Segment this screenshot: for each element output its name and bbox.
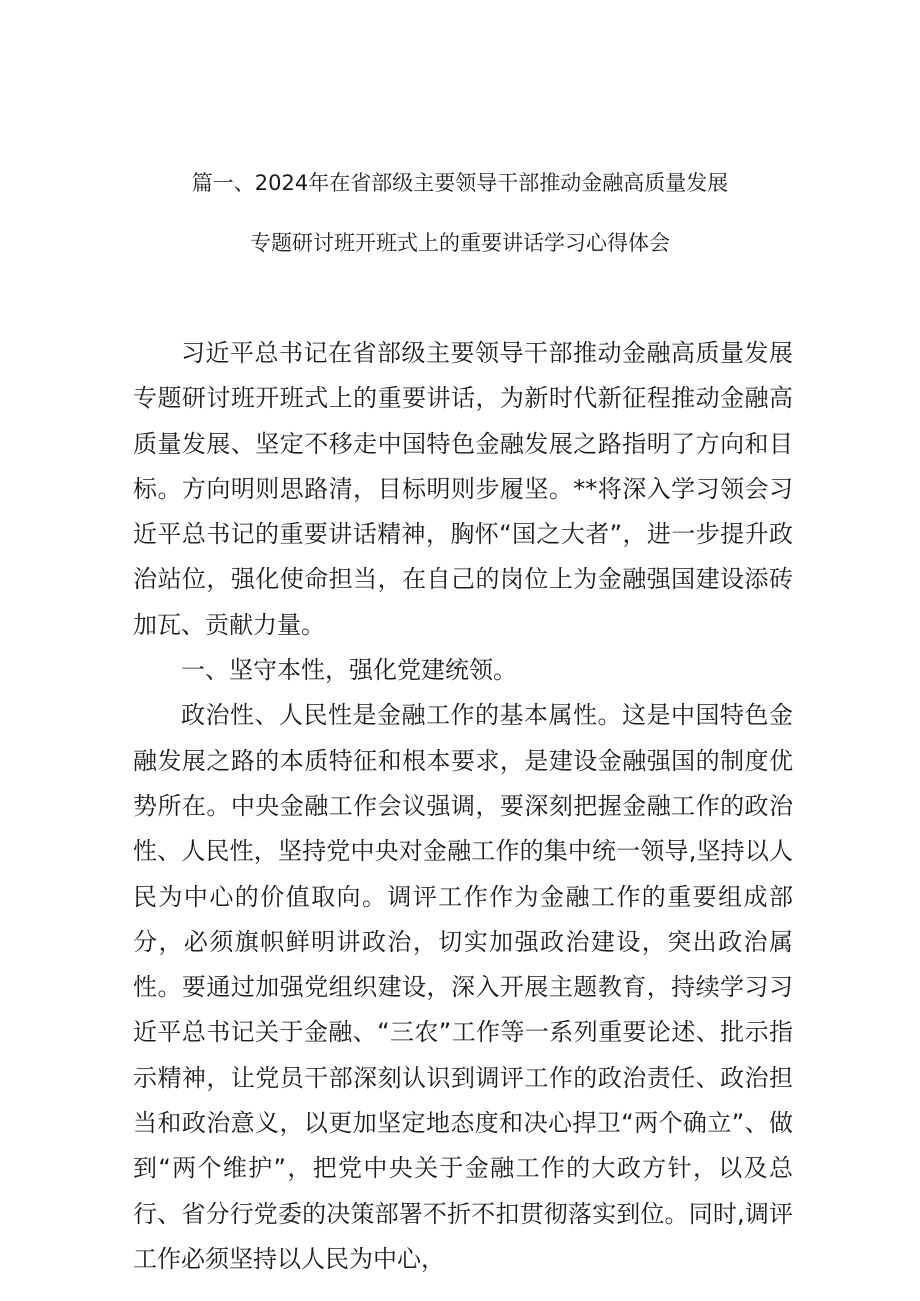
document-body: [133, 331, 793, 1282]
document-title-line-1: 篇一、2024年在省部级主要领导干部推动金融高质量发展: [191, 171, 729, 195]
body-paragraph-section-1: 政治性、人民性是金融工作的基本属性。这是中国特色金融发展之路的本质特征和根本要求，是建设金融强国的制度优势所在。中央金融工作会议强调，要深刻把握金融工作的政治性、人民性，坚持党中央对金融工作的集中统一领导,坚持以人民为中心的价值取向。调评工作作为金融工作的重要组成部分，必须旗帜鲜明讲政治，切实加强政治建设，突出政治属性。要通过加强党组织建设，深入开展主题教育，持续学习习近平总书记关于金融、“三农”工作等一系列重要论述、批示指示精神，让党员干部深刻认识到调评工作的政治责任、政治担当和政治意义，以更加坚定地态度和决心捍卫“两个确立”、做到“两个维护”，把党中央关于金融工作的大政方针，以及总行、省分行党委的决策部署不折不扣贯彻落实到位。同时,调评工作必须坚持以人民为中心，: [133, 701, 793, 1273]
body-paragraph-intro: 习近平总书记在省部级主要领导干部推动金融高质量发展专题研讨班开班式上的重要讲话，为新时代新征程推动金融高质量发展、坚定不移走中国特色金融发展之路指明了方向和目标。方向明则思路清，目标明则步履坚。**将深入学习领会习近平总书记的重要讲话精神，胸怀“国之大者”，进一步提升政治站位，强化使命担当，在自己的岗位上为金融强国建设添砖加瓦、贡献力量。: [133, 339, 793, 639]
section-heading-1: 一、坚守本性，强化党建统领。: [181, 656, 517, 685]
document-title-line-2: 专题研讨班开班式上的重要讲话学习心得体会: [250, 231, 670, 255]
